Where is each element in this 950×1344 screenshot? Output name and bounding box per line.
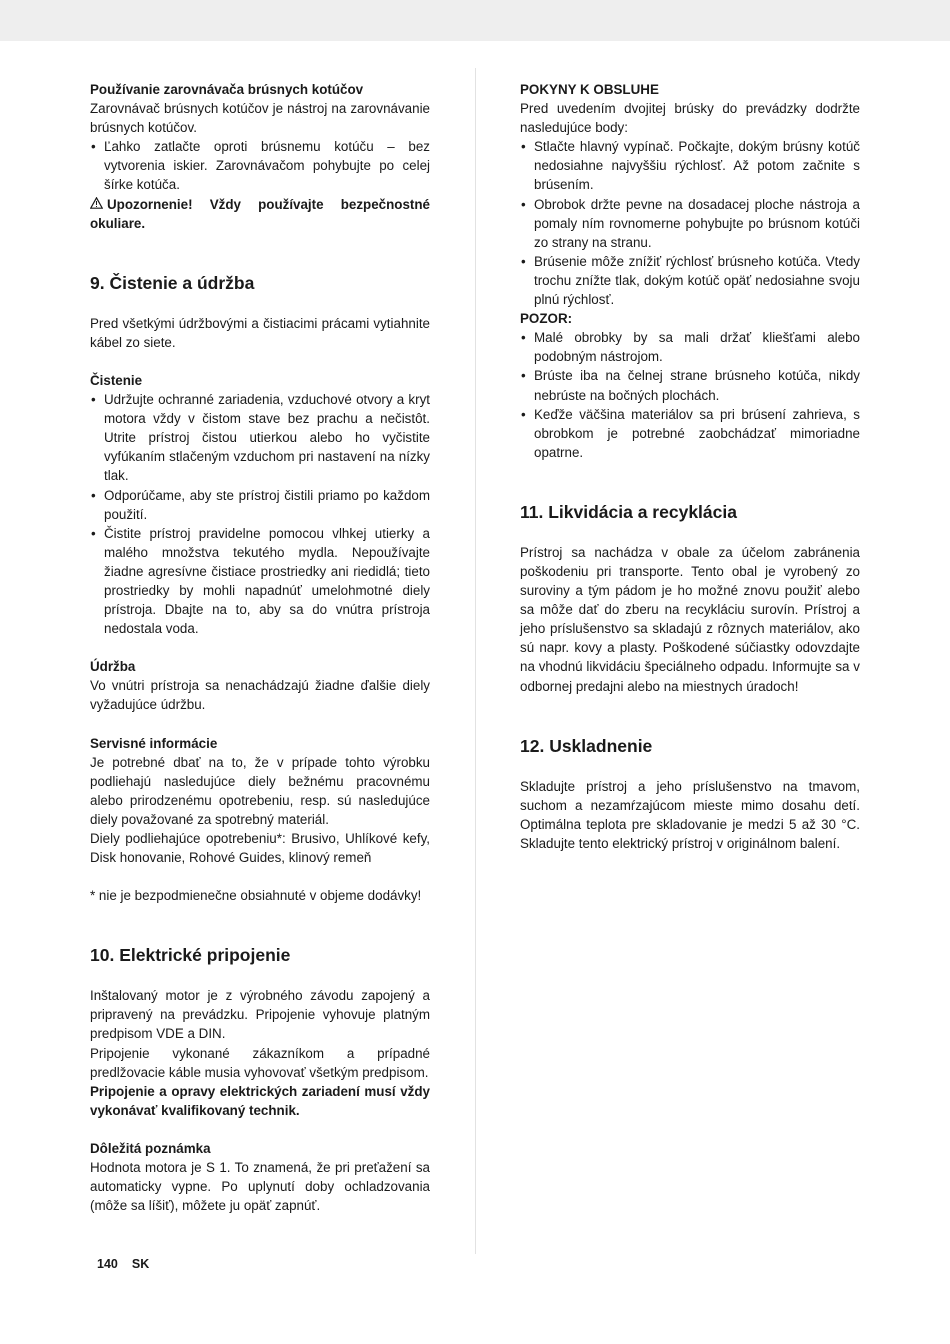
list-item: • Stlačte hlavný vypínač. Počkajte, dokým brúsny kotúč nedosiahne najvyššiu rýchlosť. Až potom začnite s brúsením. [520,137,860,194]
language-code: SK [131,1257,150,1271]
subheading-maintenance: Údržba [90,659,136,675]
operation-list [520,137,860,309]
cleaning-list [90,390,430,638]
aligner-intro: Zarovnávač brúsnych kotúčov je nástroj na zarovnávanie brúsnych kotúčov. [90,101,430,136]
list-item: • Odporúčame, aby ste prístroj čistili priamo po každom použití. [90,486,430,524]
subheading-service: Servisné informácie [90,735,218,751]
operation-intro: Pred uvedením dvojitej brúsky do prevádzky dodržte nasledujúce body: [520,101,860,136]
maintenance-text: Vo vnútri prístroja sa nenachádzajú žiadne ďalšie diely vyžadujúce údržbu. [90,678,430,713]
list-item: • Malé obrobky by sa mali držať kliešťami alebo podobným nástrojom. [520,328,860,366]
caution-heading: POZOR: [520,311,573,327]
disposal-text: Prístroj sa nachádza v obale za účelom zabránenia poškodeniu pri transporte. Tento obal je vyrobený zo suroviny a tým pádom je ho možné znovu použiť alebo sa môže dať do zberu na recykláciu surovín. Prístroj a jeho príslušenstvo sa skladajú z rôznych materiálov, ako sú napr. kovy a plasty. Poškodené súčiastky odovzdajte na vhodnú likvidáciu špeciálneho odpadu. Informujte sa v odbornej predajni alebo na miestnych úradoch! [520,544,860,694]
electrical-text-2: Pripojenie vykonané zákazníkom a prípadné predlžovacie káble musia vyhovovať všetkým predpisom. [90,1045,430,1080]
column-divider [475,68,476,1254]
service-text: Je potrebné dbať na to, že v prípade tohto výrobku podliehajú nasledujúce diely bežnému pracovnému alebo prirodzenému opotrebeniu, resp. sú nasledujúce diely považované za spotrebný materiál. [90,754,430,827]
page-number: 140 [97,1257,118,1271]
section-title-disposal: 11. Likvidácia a recyklácia [520,501,737,522]
top-bar [0,0,950,41]
list-item: • Udržujte ochranné zariadenia, vzduchové otvory a kryt motora vždy v čistom stave bez prachu a nečistôt. Utrite prístroj čistou utierkou alebo ho vyčistite vyfúkaním stlačeným vzduchom pri nastavení na nízky tlak. [90,390,430,485]
warning-text: Upozornenie! Vždy používajte bezpečnostné okuliare. [90,196,430,231]
aligner-list [90,137,430,194]
cleaning-intro: Pred všetkými údržbovými a čistiacimi prácami vytiahnite kábel zo siete. [90,315,430,350]
list-item: • Obrobok držte pevne na dosadacej ploche nástroja a pomaly ním rovnomerne pohybujte po brúsnom kotúči zo strany na stranu. [520,195,860,252]
important-note-text: Hodnota motora je S 1. To znamená, že pri preťažení sa automaticky vypne. Po uplynutí doby ochladzovania (môže sa líšiť), môžete ju opäť zapnúť. [90,1160,430,1214]
list-item: • Ľahko zatlačte oproti brúsnemu kotúču – bez vytvorenia iskier. Zarovnávačom pohybujte po celej šírke kotúča. [90,137,430,194]
storage-text: Skladujte prístroj a jeho príslušenstvo na tmavom, suchom a nezamŕzajúcom mieste mimo dosahu detí. Optimálna teplota pre skladovanie je medzi 5 až 30 °C. Skladujte tento elektrický prístroj v originálnom balení. [520,778,860,851]
section-title-cleaning: 9. Čistenie a údržba [90,272,255,293]
subheading-cleaning: Čistenie [90,372,143,388]
section-heading-aligner: Používanie zarovnávača brúsnych kotúčov [90,82,364,97]
caution-list [520,328,860,462]
electrical-text-1: Inštalovaný motor je z výrobného závodu zapojený a pripravený na prevádzku. Pripojenie vyhovuje platným predpisom VDE a DIN. [90,988,430,1042]
warning-triangle-icon [90,195,103,214]
footnote: * nie je bezpodmienečne obsiahnuté v objeme dodávky! [90,888,422,904]
page-footer [97,1257,163,1271]
warning-note [90,195,430,233]
list-item: • Brúste iba na čelnej strane brúsneho kotúča, nikdy nebrúste na bočných plochách. [520,366,860,404]
section-title-storage: 12. Uskladnenie [520,735,653,756]
subheading-important-note: Dôležitá poznámka [90,1140,211,1156]
list-item: • Keďže väčšina materiálov sa pri brúsení zahrieva, s obrobkom je potrebné zaobchádzať mimoriadne opatrne. [520,405,860,462]
right-column [520,80,860,853]
section-heading-operation: POKYNY K OBSLUHE [520,82,659,97]
electrical-warning: Pripojenie a opravy elektrických zariadení musí vždy vykonávať kvalifikovaný technik. [90,1083,430,1118]
section-title-electrical: 10. Elektrické pripojenie [90,945,291,966]
list-item: • Brúsenie môže znížiť rýchlosť brúsneho kotúča. Vtedy trochu znížte tlak, dokým kotúč opäť nedosiahne svoju plnú rýchlosť. [520,252,860,309]
left-column [90,80,430,1215]
wear-parts-text: Diely podliehajúce opotrebeniu*: Brusivo, Uhlíkové kefy, Disk honovanie, Rohové Guides, klinový remeň [90,831,430,866]
list-item: • Čistite prístroj pravidelne pomocou vlhkej utierky a malého množstva tekutého mydla. Nepoužívajte žiadne agresívne čistiace prostriedky ani riedidlá; tieto prostriedky by mohli napadnúť umelohmotné diely prístroja. Dbajte na to, aby sa do vnútra prístroja nedostala voda. [90,524,430,639]
